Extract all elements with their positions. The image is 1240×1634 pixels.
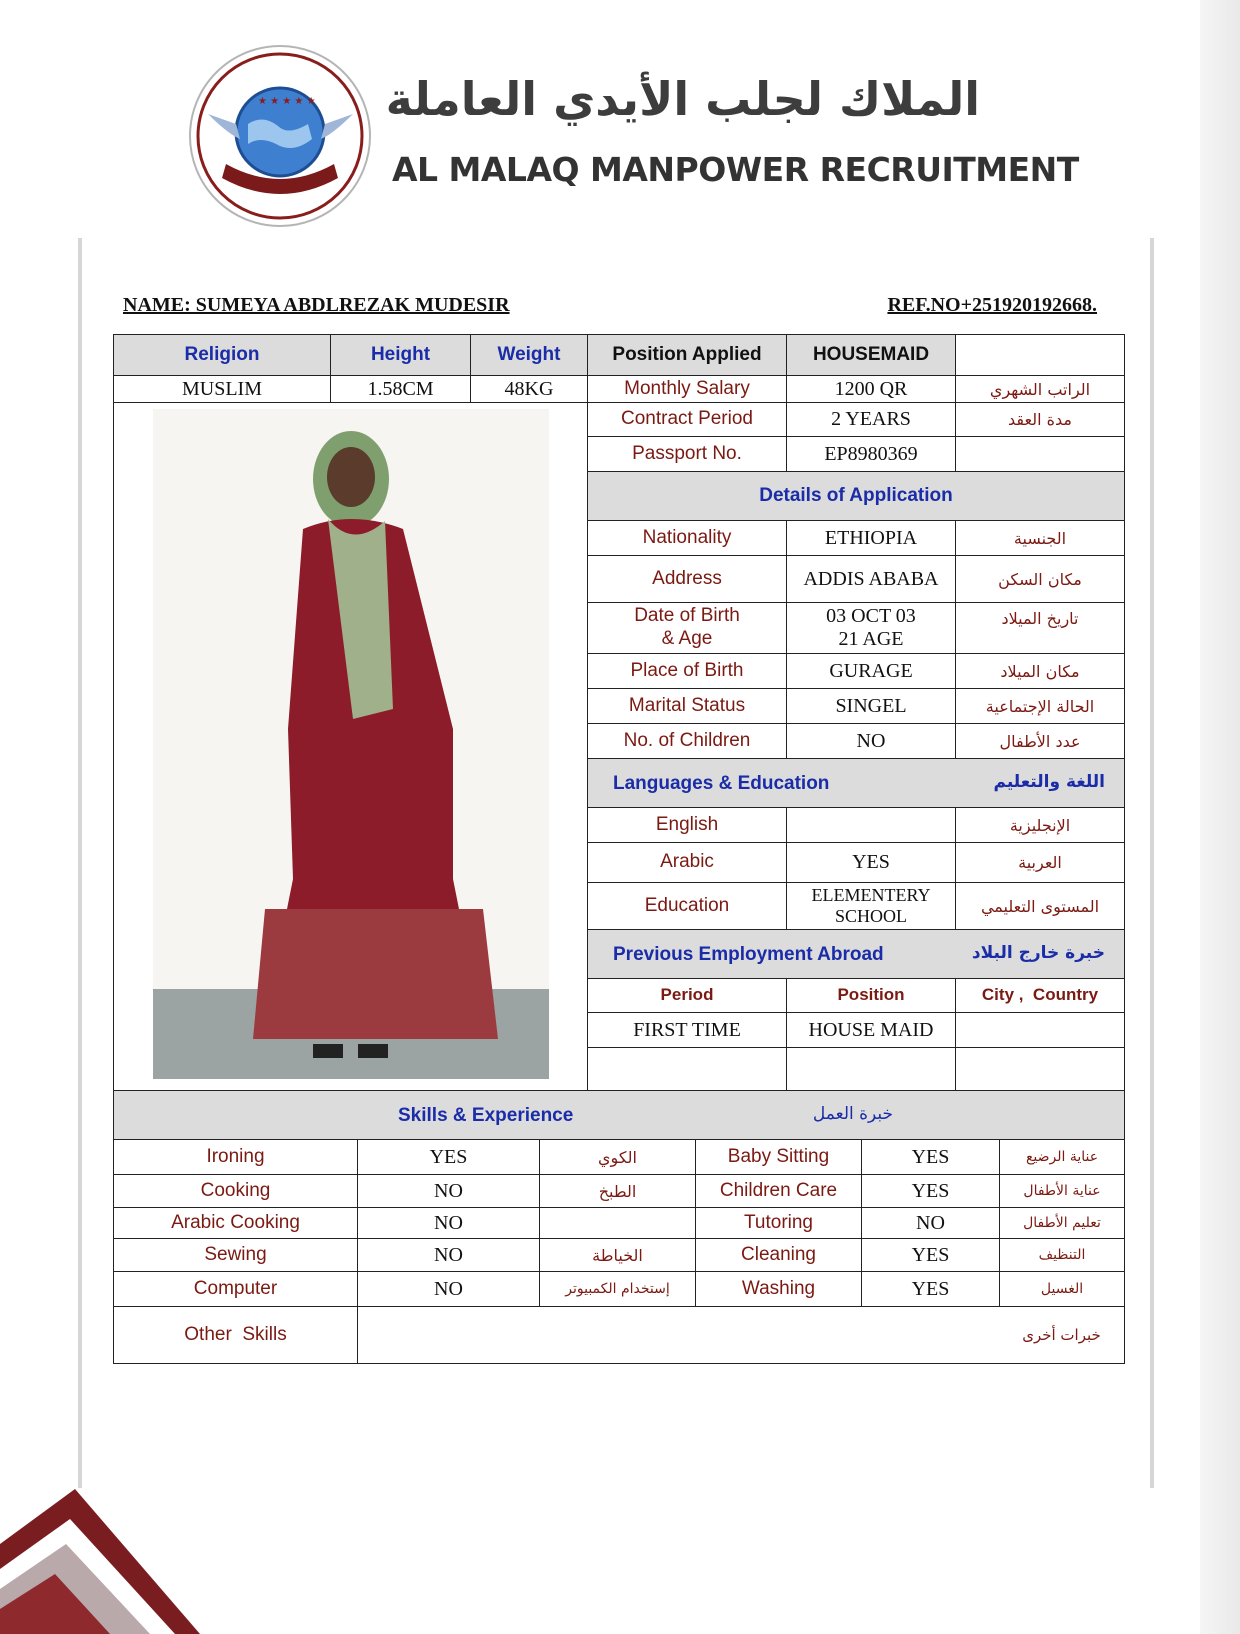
dob-age-value: 03 OCT 03 21 AGE (786, 602, 956, 654)
skill-cooking-label: Cooking (113, 1174, 358, 1208)
candidate-photo (153, 409, 549, 1079)
employment-city-value (955, 1012, 1125, 1048)
empty-cell (955, 1047, 1125, 1091)
skill-cooking-value: NO (357, 1174, 540, 1208)
dob-arabic: تاريخ الميلاد (955, 602, 1125, 654)
skill-baby-sitting-arabic: عناية الرضيع (999, 1139, 1125, 1175)
languages-section-title-arabic: اللغة والتعليم (993, 772, 1105, 792)
svg-text:★ ★ ★ ★ ★: ★ ★ ★ ★ ★ (258, 96, 316, 107)
skill-children-care-arabic: عناية الأطفال (999, 1174, 1125, 1208)
application-form (113, 334, 1125, 1364)
education-value: ELEMENTERY SCHOOL (786, 882, 956, 930)
contract-period-arabic: مدة العقد (955, 402, 1125, 437)
sheet-left-edge (78, 238, 82, 1488)
skill-baby-sitting-label: Baby Sitting (695, 1139, 862, 1175)
skill-computer-arabic: إستخدام الكمبيوتر (539, 1271, 696, 1307)
skill-arabic-cooking-value: NO (357, 1207, 540, 1239)
marital-status-arabic: الحالة الإجتماعية (955, 688, 1125, 724)
nationality-label: Nationality (587, 520, 787, 556)
skill-washing-label: Washing (695, 1271, 862, 1307)
arabic-value: YES (786, 842, 956, 883)
skills-section-title: Skills & Experience (398, 1105, 574, 1126)
skill-tutoring-value: NO (861, 1207, 1000, 1239)
height-value: 1.58CM (330, 375, 471, 403)
skill-sewing-value: NO (357, 1238, 540, 1272)
skill-arabic-cooking-label: Arabic Cooking (113, 1207, 358, 1239)
empty-cell (955, 334, 1125, 376)
candidate-name: NAME: SUMEYA ABDLREZAK MUDESIR (123, 294, 510, 316)
nationality-value: ETHIOPIA (786, 520, 956, 556)
empty-cell (955, 436, 1125, 472)
page-edge-shadow (1200, 0, 1240, 1634)
languages-section-title: Languages & Education (613, 773, 830, 794)
company-name-english: AL MALAQ MANPOWER RECRUITMENT (392, 150, 1079, 189)
education-label: Education (587, 882, 787, 930)
marital-status-label: Marital Status (587, 688, 787, 724)
skill-tutoring-label: Tutoring (695, 1207, 862, 1239)
skill-arabic-cooking-arabic (539, 1207, 696, 1239)
arabic-label: Arabic (587, 842, 787, 883)
education-arabic: المستوى التعليمي (955, 882, 1125, 930)
weight-label: Weight (470, 334, 588, 376)
english-value (786, 807, 956, 843)
other-skills-arabic: خبرات أخرى (999, 1306, 1125, 1364)
address-label: Address (587, 555, 787, 603)
skill-ironing-label: Ironing (113, 1139, 358, 1175)
religion-value: MUSLIM (113, 375, 331, 403)
monthly-salary-label: Monthly Salary (587, 375, 787, 403)
skill-sewing-label: Sewing (113, 1238, 358, 1272)
religion-label: Religion (113, 334, 331, 376)
contract-period-value: 2 YEARS (786, 402, 956, 437)
period-header: Period (587, 978, 787, 1013)
city-country-header: City , Country (955, 978, 1125, 1013)
weight-value: 48KG (470, 375, 588, 403)
empty-cell (786, 1047, 956, 1091)
monthly-salary-value: 1200 QR (786, 375, 956, 403)
monthly-salary-arabic: الراتب الشهري (955, 375, 1125, 403)
details-section-title: Details of Application (587, 471, 1125, 521)
other-skills-label: Other Skills (113, 1306, 358, 1364)
skill-sewing-arabic: الخياطة (539, 1238, 696, 1272)
company-logo (188, 44, 373, 229)
decorative-corner (0, 1434, 300, 1634)
skill-ironing-value: YES (357, 1139, 540, 1175)
address-value: ADDIS ABABA (786, 555, 956, 603)
skill-cooking-arabic: الطبخ (539, 1174, 696, 1208)
empty-cell (587, 1047, 787, 1091)
skill-children-care-label: Children Care (695, 1174, 862, 1208)
employment-period-value: FIRST TIME (587, 1012, 787, 1048)
company-name-arabic: الملاك لجلب الأيدي العاملة (385, 72, 980, 126)
children-label: No. of Children (587, 723, 787, 759)
reference-number: REF.NO+251920192668. (887, 294, 1097, 316)
skills-section-header (113, 1090, 1125, 1140)
marital-status-value: SINGEL (786, 688, 956, 724)
skill-washing-value: YES (861, 1271, 1000, 1307)
skill-washing-arabic: الغسيل (999, 1271, 1125, 1307)
skills-section-title-arabic: خبرة العمل (812, 1104, 894, 1124)
children-arabic: عدد الأطفال (955, 723, 1125, 759)
place-of-birth-value: GURAGE (786, 653, 956, 689)
children-value: NO (786, 723, 956, 759)
position-header: Position (786, 978, 956, 1013)
employment-section-title: Previous Employment Abroad (613, 944, 884, 965)
position-applied-value: HOUSEMAID (786, 334, 956, 376)
place-of-birth-arabic: مكان الميلاد (955, 653, 1125, 689)
skill-children-care-value: YES (861, 1174, 1000, 1208)
position-applied-label: Position Applied (587, 334, 787, 376)
skill-baby-sitting-value: YES (861, 1139, 1000, 1175)
height-label: Height (330, 334, 471, 376)
english-arabic: الإنجليزية (955, 807, 1125, 843)
skill-cleaning-label: Cleaning (695, 1238, 862, 1272)
other-skills-value (357, 1306, 1000, 1364)
employment-section-title-arabic: خبرة خارج البلاد (971, 943, 1105, 963)
skill-cleaning-value: YES (861, 1238, 1000, 1272)
address-arabic: مكان السكن (955, 555, 1125, 603)
skill-ironing-arabic: الكوي (539, 1139, 696, 1175)
passport-value: EP8980369 (786, 436, 956, 472)
english-label: English (587, 807, 787, 843)
place-of-birth-label: Place of Birth (587, 653, 787, 689)
dob-age-label: Date of Birth & Age (587, 602, 787, 654)
employment-position-value: HOUSE MAID (786, 1012, 956, 1048)
arabic-arabic: العربية (955, 842, 1125, 883)
skill-tutoring-arabic: تعليم الأطفال (999, 1207, 1125, 1239)
skill-computer-value: NO (357, 1271, 540, 1307)
passport-label: Passport No. (587, 436, 787, 472)
contract-period-label: Contract Period (587, 402, 787, 437)
skill-computer-label: Computer (113, 1271, 358, 1307)
skill-cleaning-arabic: التنظيف (999, 1238, 1125, 1272)
sheet-right-edge (1150, 238, 1154, 1488)
nationality-arabic: الجنسية (955, 520, 1125, 556)
